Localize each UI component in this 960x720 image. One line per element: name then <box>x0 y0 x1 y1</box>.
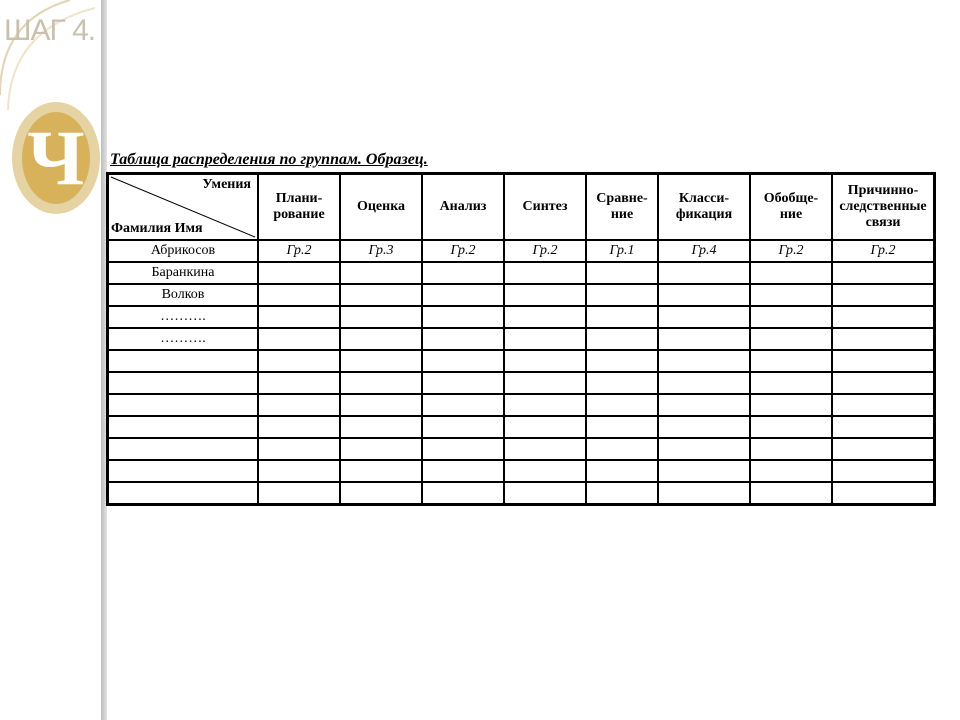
student-name-cell <box>108 482 258 504</box>
table-row <box>108 438 934 460</box>
group-cell <box>750 394 832 416</box>
student-name-cell: Абрикосов <box>108 240 258 262</box>
student-name-cell <box>108 372 258 394</box>
group-cell <box>340 306 422 328</box>
group-cell <box>340 482 422 504</box>
group-cell <box>832 306 934 328</box>
corner-header-cell <box>108 174 258 240</box>
group-cell <box>340 416 422 438</box>
group-cell: Гр.2 <box>504 240 586 262</box>
group-cell: Гр.2 <box>832 240 934 262</box>
group-cell <box>658 350 750 372</box>
group-cell <box>258 372 340 394</box>
group-cell <box>258 262 340 284</box>
table-row <box>108 482 934 504</box>
group-cell <box>750 350 832 372</box>
group-cell <box>658 394 750 416</box>
name-label: Фамилия Имя <box>111 221 203 236</box>
column-header-8 <box>832 174 934 240</box>
group-cell <box>340 262 422 284</box>
group-cell <box>832 482 934 504</box>
group-cell <box>750 262 832 284</box>
group-cell <box>658 306 750 328</box>
group-cell <box>258 306 340 328</box>
column-header-4 <box>504 174 586 240</box>
group-cell <box>586 328 658 350</box>
group-cell <box>340 328 422 350</box>
group-cell <box>258 416 340 438</box>
group-cell <box>258 438 340 460</box>
group-cell <box>504 306 586 328</box>
group-cell <box>258 350 340 372</box>
group-cell <box>750 284 832 306</box>
group-cell <box>750 438 832 460</box>
group-cell <box>586 482 658 504</box>
group-cell <box>258 460 340 482</box>
group-cell <box>658 328 750 350</box>
group-cell <box>586 284 658 306</box>
column-header-6 <box>658 174 750 240</box>
group-cell <box>422 416 504 438</box>
group-cell: Гр.2 <box>750 240 832 262</box>
student-name-cell: ………. <box>108 328 258 350</box>
group-cell: Гр.2 <box>422 240 504 262</box>
step-label: ШАГ 4. <box>4 14 96 47</box>
group-cell <box>422 460 504 482</box>
group-cell <box>258 328 340 350</box>
table-row <box>108 262 934 284</box>
group-cell <box>504 372 586 394</box>
column-header-line: Причинно- <box>847 183 919 198</box>
column-header-line: ние <box>779 207 803 222</box>
header-row <box>108 174 934 240</box>
student-name-cell <box>108 438 258 460</box>
group-cell <box>750 460 832 482</box>
group-cell <box>658 372 750 394</box>
group-cell <box>832 284 934 306</box>
table-caption: Таблица распределения по группам. Образец. <box>110 151 428 168</box>
column-header-1 <box>258 174 340 240</box>
column-header-line: фикация <box>675 207 733 222</box>
table-body <box>108 240 934 504</box>
group-cell <box>504 482 586 504</box>
decorative-letter-icon <box>8 98 104 218</box>
group-cell <box>422 284 504 306</box>
column-header-line: Анализ <box>439 199 487 214</box>
group-cell <box>504 262 586 284</box>
group-cell <box>504 394 586 416</box>
table-row <box>108 306 934 328</box>
column-header-line: ние <box>610 207 634 222</box>
group-cell <box>258 284 340 306</box>
group-cell <box>504 460 586 482</box>
group-cell <box>750 416 832 438</box>
table-row <box>108 284 934 306</box>
column-header-line: Оценка <box>356 199 406 214</box>
group-cell <box>658 438 750 460</box>
student-name-cell: Баранкина <box>108 262 258 284</box>
column-header-7 <box>750 174 832 240</box>
group-cell <box>340 284 422 306</box>
group-cell <box>832 394 934 416</box>
group-cell <box>340 460 422 482</box>
group-cell <box>340 372 422 394</box>
group-cell <box>422 306 504 328</box>
group-cell <box>586 350 658 372</box>
column-header-line: связи <box>865 215 901 230</box>
column-header-3 <box>422 174 504 240</box>
column-header-line: Обобще- <box>763 191 819 206</box>
table-row <box>108 460 934 482</box>
group-cell <box>832 416 934 438</box>
group-cell <box>340 350 422 372</box>
group-cell <box>586 438 658 460</box>
column-header-line: Сравне- <box>596 191 648 206</box>
group-cell <box>750 306 832 328</box>
group-cell <box>832 262 934 284</box>
column-header-line: рование <box>273 207 325 222</box>
group-cell <box>586 262 658 284</box>
group-cell <box>832 350 934 372</box>
distribution-table <box>106 172 936 506</box>
table-row <box>108 416 934 438</box>
decorative-letter-text: Ч <box>27 114 85 201</box>
group-cell <box>258 394 340 416</box>
table-row <box>108 394 934 416</box>
group-cell <box>586 372 658 394</box>
student-name-cell: Волков <box>108 284 258 306</box>
group-cell <box>504 350 586 372</box>
student-name-cell: ………. <box>108 306 258 328</box>
column-header-line: следственные <box>839 199 927 214</box>
group-cell <box>832 372 934 394</box>
group-cell <box>422 394 504 416</box>
group-cell <box>586 416 658 438</box>
skills-label: Умения <box>202 177 251 192</box>
group-cell <box>422 262 504 284</box>
student-name-cell <box>108 416 258 438</box>
group-cell: Гр.3 <box>340 240 422 262</box>
group-cell <box>832 438 934 460</box>
group-cell <box>422 328 504 350</box>
table-row <box>108 372 934 394</box>
group-cell <box>586 306 658 328</box>
group-cell <box>658 460 750 482</box>
group-cell <box>586 460 658 482</box>
group-cell: Гр.2 <box>258 240 340 262</box>
group-cell <box>586 394 658 416</box>
group-cell <box>658 416 750 438</box>
group-cell <box>658 482 750 504</box>
group-cell <box>422 350 504 372</box>
table-row <box>108 240 934 262</box>
group-cell <box>658 262 750 284</box>
group-cell <box>504 284 586 306</box>
group-cell <box>422 372 504 394</box>
table-row <box>108 350 934 372</box>
group-cell <box>422 438 504 460</box>
group-cell <box>658 284 750 306</box>
column-header-line: Плани- <box>275 191 323 206</box>
student-name-cell <box>108 460 258 482</box>
group-cell <box>750 372 832 394</box>
student-name-cell <box>108 394 258 416</box>
group-cell <box>504 438 586 460</box>
group-cell <box>504 416 586 438</box>
column-header-line: Синтез <box>522 199 568 214</box>
group-cell <box>504 328 586 350</box>
table-row <box>108 328 934 350</box>
group-cell: Гр.1 <box>586 240 658 262</box>
group-cell <box>832 460 934 482</box>
group-cell <box>258 482 340 504</box>
column-header-2 <box>340 174 422 240</box>
group-cell <box>340 394 422 416</box>
student-name-cell <box>108 350 258 372</box>
column-header-line: Класси- <box>678 191 730 206</box>
group-cell: Гр.4 <box>658 240 750 262</box>
group-cell <box>422 482 504 504</box>
group-cell <box>750 328 832 350</box>
column-header-5 <box>586 174 658 240</box>
group-cell <box>340 438 422 460</box>
group-cell <box>832 328 934 350</box>
group-cell <box>750 482 832 504</box>
